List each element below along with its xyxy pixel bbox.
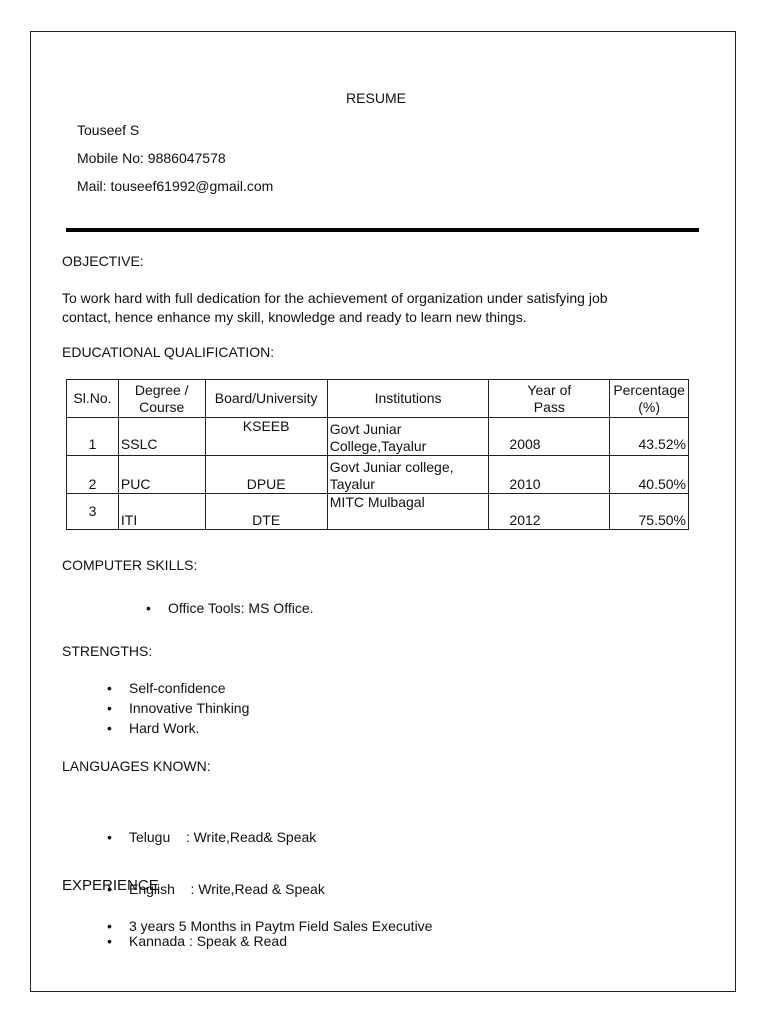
col-institutions: Institutions: [327, 380, 489, 418]
table-row: 1 SSLC KSEEB Govt Juniar College,Tayalur 2008 43.52%: [67, 418, 689, 456]
education-table: [66, 379, 689, 530]
experience-heading: EXPERIENCE: [62, 877, 159, 894]
languages-heading: LANGUAGES KNOWN:: [62, 758, 211, 774]
header-divider: [66, 228, 699, 232]
objective-heading: OBJECTIVE:: [62, 253, 144, 269]
list-item: • English : Write,Read & Speak: [107, 879, 325, 899]
list-item: • Hard Work.: [107, 718, 249, 738]
experience-list: [107, 916, 432, 936]
col-degree: Degree / Course: [118, 380, 205, 418]
table-header-row: [67, 380, 689, 418]
candidate-name: Touseef S: [77, 122, 140, 138]
objective-line-2: contact, hence enhance my skill, knowledge and ready to learn new things.: [62, 309, 527, 325]
col-percentage: Percentage (%): [610, 380, 689, 418]
objective-line-1: To work hard with full dedication for the achievement of organization under satisfying job: [62, 290, 608, 306]
education-heading: EDUCATIONAL QUALIFICATION:: [62, 344, 275, 360]
objective-text: [62, 289, 702, 327]
list-item: • 3 years 5 Months in Paytm Field Sales Executive: [107, 916, 432, 936]
list-item: • Self-confidence: [107, 678, 249, 698]
list-item: • Innovative Thinking: [107, 698, 249, 718]
computer-skills-list: [146, 598, 314, 618]
computer-skills-heading: COMPUTER SKILLS:: [62, 557, 198, 573]
col-board: Board/University: [205, 380, 327, 418]
list-item: • Kannada : Speak & Read: [107, 931, 325, 951]
list-item: • Office Tools: MS Office.: [146, 598, 314, 618]
col-year: Year of Pass: [489, 380, 610, 418]
list-item: • Telugu : Write,Read& Speak: [107, 827, 325, 847]
email-address: Mail: touseef61992@gmail.com: [77, 178, 274, 194]
strengths-list: [107, 678, 249, 738]
table-row: 2 PUC DPUE Govt Juniar college, Tayalur 2010 40.50%: [67, 456, 689, 494]
resume-title: RESUME: [346, 90, 406, 106]
col-sl-no: Sl.No.: [67, 380, 119, 418]
strengths-heading: STRENGTHS:: [62, 643, 153, 659]
mobile-number: Mobile No: 9886047578: [77, 150, 226, 166]
table-row: 3 ITI DTE MITC Mulbagal 2012 75.50%: [67, 494, 689, 530]
